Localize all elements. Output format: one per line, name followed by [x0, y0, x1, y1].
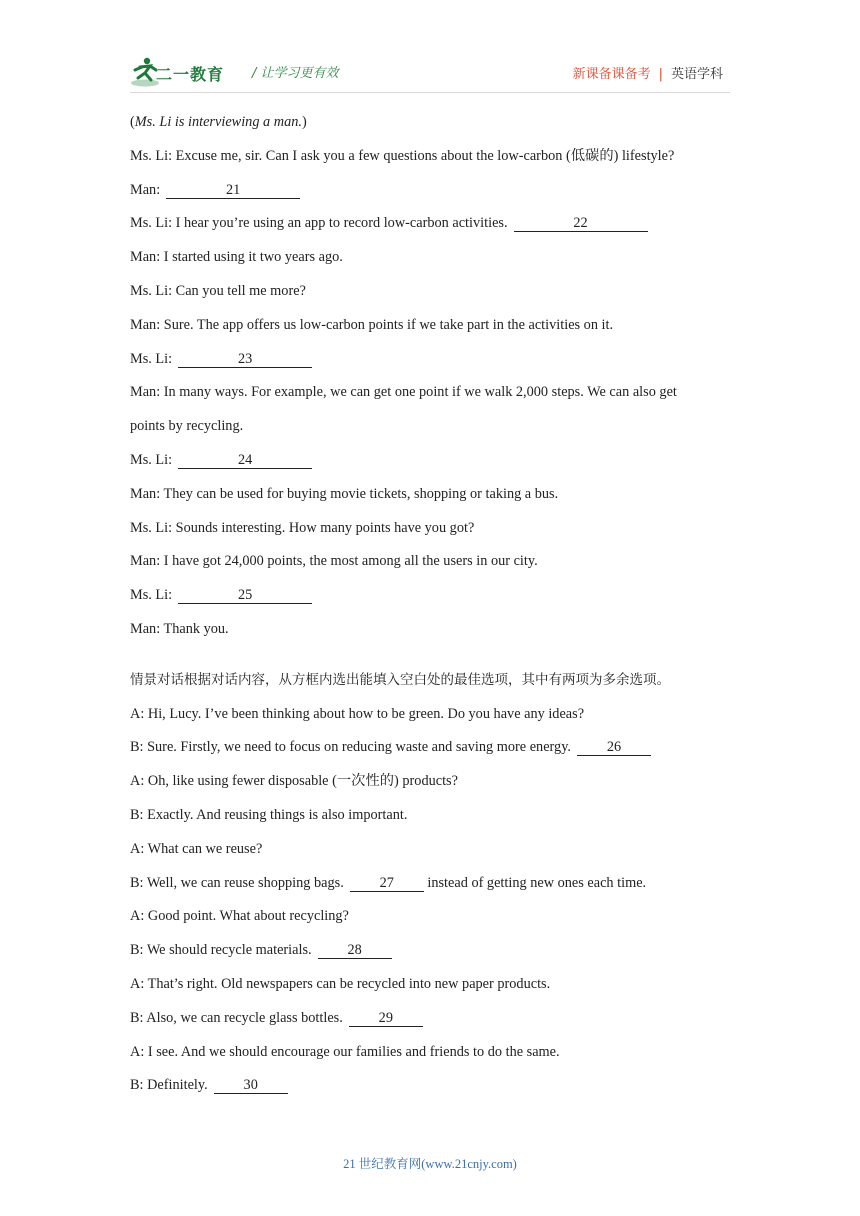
- answer-blank-29[interactable]: 29: [349, 1010, 423, 1027]
- answer-blank-28[interactable]: 28: [318, 942, 392, 959]
- dialogue-intro: (Ms. Li is interviewing a man.): [130, 114, 307, 130]
- dialogue-line: Ms. Li: I hear you’re using an app to record low-carbon activities. 22: [130, 212, 750, 246]
- dialogue-line: Man: I have got 24,000 points, the most among all the users in our city.: [130, 553, 538, 570]
- answer-blank-30[interactable]: 30: [214, 1077, 288, 1094]
- dialogue-line: B: Well, we can reuse shopping bags. 27 instead of getting new ones each time.: [130, 874, 647, 891]
- dialogue-line: Ms. Li: 25: [130, 584, 750, 618]
- dialogue-line: Ms. Li: Sounds interesting. How many points have you got?: [130, 519, 475, 536]
- logo: [130, 56, 250, 92]
- dialogue-line: Ms. Li: 24: [130, 449, 750, 483]
- dialogue-line: B: Exactly. And reusing things is also important.: [130, 806, 408, 823]
- answer-blank-22[interactable]: 22: [514, 215, 648, 232]
- header-divider: [130, 92, 730, 93]
- dialogue-line: B: Definitely. 30: [130, 1074, 750, 1108]
- dialogue-line: Man: I started using it two years ago.: [130, 249, 343, 266]
- dialogue-line: Man: They can be used for buying movie tickets, shopping or taking a bus.: [130, 485, 559, 502]
- answer-blank-26[interactable]: 26: [577, 739, 651, 756]
- document-body: [130, 111, 750, 1108]
- page-header: [0, 0, 860, 100]
- dialogue-line: Ms. Li: 23: [130, 348, 750, 382]
- dialogue-line: Ms. Li: Excuse me, sir. Can I ask you a few questions about the low-carbon (低碳的) lifestyle?: [130, 147, 675, 164]
- dialogue-line: Man: Sure. The app offers us low-carbon points if we take part in the activities on it.: [130, 316, 614, 333]
- answer-blank-21[interactable]: 21: [166, 182, 300, 199]
- header-tag: 新课备课备考: [572, 67, 651, 82]
- header-separator: |: [658, 67, 663, 82]
- section-gap: [130, 652, 750, 669]
- dialogue-line: Man: In many ways. For example, we can get one point if we walk 2,000 steps. We can also get: [130, 384, 677, 401]
- dialogue-line: points by recycling.: [130, 418, 244, 435]
- dialogue-line: Ms. Li: Can you tell me more?: [130, 282, 306, 299]
- logo-text: 二一教育: [156, 65, 225, 84]
- slogan: / 让学习更有效: [252, 66, 339, 81]
- dialogue-line: A: I see. And we should encourage our families and friends to do the same.: [130, 1043, 560, 1060]
- header-subject-name: 英语学科: [670, 67, 723, 82]
- dialogue-line: A: Good point. What about recycling?: [130, 908, 349, 925]
- dialogue-line: Man: 21: [130, 179, 750, 213]
- header-subject: [573, 63, 723, 82]
- dialogue-line: B: Sure. Firstly, we need to focus on reducing waste and saving more energy. 26: [130, 736, 750, 770]
- dialogue-line: A: Hi, Lucy. I’ve been thinking about how to be green. Do you have any ideas?: [130, 705, 585, 722]
- dialogue-line: B: We should recycle materials. 28: [130, 939, 750, 973]
- dialogue-line: A: That’s right. Old newspapers can be recycled into new paper products.: [130, 975, 551, 992]
- answer-blank-24[interactable]: 24: [178, 452, 312, 469]
- dialogue-line: A: What can we reuse?: [130, 840, 263, 857]
- dialogue-line: B: Also, we can recycle glass bottles. 29: [130, 1007, 750, 1041]
- section-instruction: 情景对话根据对话内容，从方框内选出能填入空白处的最佳选项，其中有两项为多余选项。: [130, 671, 670, 688]
- page-footer: 21 世纪教育网(www.21cnjy.com): [343, 1157, 517, 1171]
- answer-blank-25[interactable]: 25: [178, 587, 312, 604]
- dialogue-line: Man: Thank you.: [130, 620, 229, 637]
- answer-blank-27[interactable]: 27: [350, 875, 424, 892]
- answer-blank-23[interactable]: 23: [178, 351, 312, 368]
- dialogue-line: A: Oh, like using fewer disposable (一次性的) products?: [130, 773, 458, 790]
